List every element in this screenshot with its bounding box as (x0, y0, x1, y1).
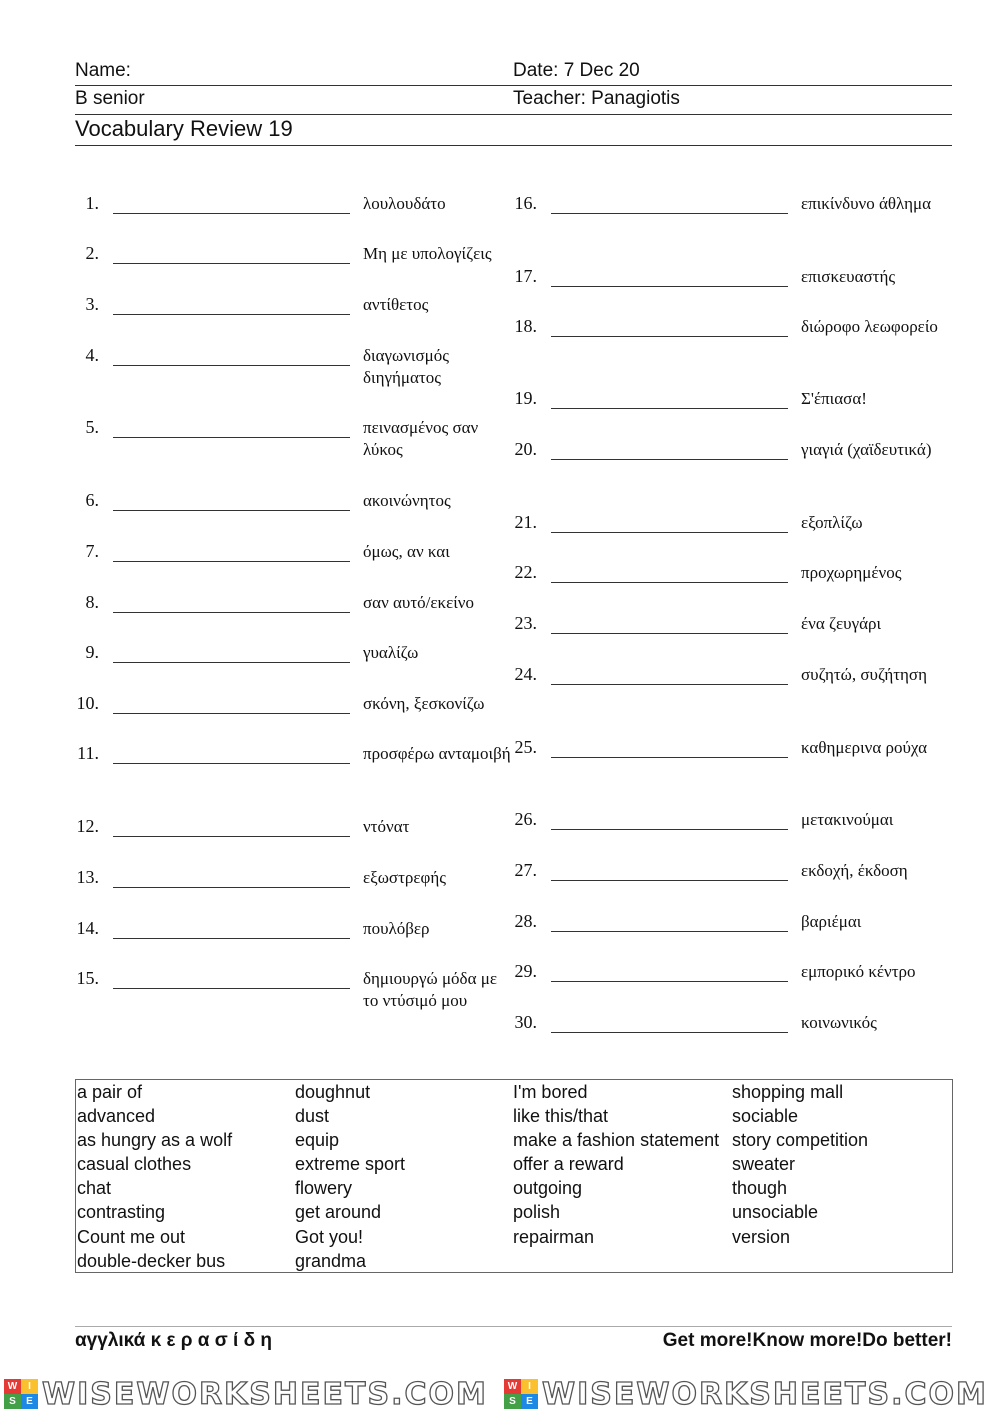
greek-prompt: όμως, αν και (363, 542, 450, 561)
question-number: 20. (514, 439, 537, 459)
question-item (513, 961, 953, 1011)
word-bank-item: dust (295, 1106, 330, 1127)
question-number: 8. (85, 592, 99, 612)
question-item (75, 193, 515, 243)
answer-blank[interactable] (113, 836, 350, 837)
word-bank-column (295, 1080, 405, 1273)
class-label: B senior (75, 88, 145, 109)
answer-blank[interactable] (551, 582, 788, 583)
word-bank-column (732, 1080, 868, 1249)
word-bank-item: offer a reward (513, 1154, 624, 1175)
word-bank-item: repairman (513, 1226, 595, 1247)
question-item (75, 345, 515, 395)
answer-blank[interactable] (113, 365, 350, 366)
answer-blank[interactable] (551, 532, 788, 533)
word-bank-item: extreme sport (295, 1154, 406, 1175)
word-bank-item: Count me out (77, 1226, 186, 1247)
greek-prompt: ακοινώνητος (363, 491, 451, 510)
greek-prompt: Μη με υπολογίζεις (363, 244, 492, 263)
question-number: 30. (514, 1012, 537, 1032)
question-item (513, 911, 953, 961)
word-bank-item: equip (295, 1130, 340, 1151)
answer-blank[interactable] (551, 286, 788, 287)
header-row-2 (75, 88, 952, 115)
answer-blank[interactable] (113, 763, 350, 764)
answer-blank[interactable] (551, 1032, 788, 1033)
question-number: 18. (514, 316, 537, 336)
greek-prompt: επισκευαστής (801, 267, 896, 286)
answer-blank[interactable] (113, 263, 350, 264)
word-bank-item: though (732, 1178, 788, 1199)
answer-blank[interactable] (551, 981, 788, 982)
greek-prompt: εξωστρεφής (363, 868, 446, 887)
greek-prompt: επικίνδυνο άθλημα (801, 194, 932, 213)
word-bank-item: story competition (732, 1130, 869, 1151)
word-bank-column (77, 1080, 232, 1273)
word-bank-item: casual clothes (77, 1154, 192, 1175)
greek-prompt: ντόνατ (363, 817, 410, 836)
greek-prompt: αντίθετος (363, 295, 429, 314)
question-item (75, 968, 515, 1018)
question-number: 19. (514, 388, 537, 408)
question-number: 7. (85, 541, 99, 561)
greek-prompt: γιαγιά (χαϊδευτικά) (801, 440, 932, 459)
greek-prompt: εξοπλίζω (801, 513, 863, 532)
answer-blank[interactable] (551, 757, 788, 758)
question-number: 10. (76, 693, 99, 713)
question-number: 9. (85, 642, 99, 662)
answer-blank[interactable] (551, 408, 788, 409)
question-item (513, 266, 953, 316)
footer-left: αγγλικά κ ε ρ α σ ί δ η (75, 1330, 272, 1351)
word-bank-item: flowery (295, 1178, 353, 1199)
word-bank-item: sociable (732, 1106, 799, 1127)
word-bank-item: shopping mall (732, 1082, 844, 1102)
question-number: 17. (514, 266, 537, 286)
greek-prompt: μετακινούμαι (801, 810, 894, 829)
answer-blank[interactable] (113, 437, 350, 438)
brand-text: WISEWORKSHEETS.COM (542, 1376, 988, 1412)
question-number: 27. (514, 860, 537, 880)
greek-prompt: ένα ζευγάρι (801, 614, 882, 633)
name-label: Name: (75, 60, 131, 81)
question-item (513, 316, 953, 366)
question-number: 23. (514, 613, 537, 633)
word-bank-item: outgoing (513, 1178, 583, 1199)
word-bank-item: polish (513, 1202, 561, 1223)
word-bank-item: get around (295, 1202, 382, 1223)
word-bank-item: Got you! (295, 1226, 364, 1247)
question-item (513, 860, 953, 910)
answer-blank[interactable] (113, 561, 350, 562)
question-item (513, 664, 953, 714)
question-number: 16. (514, 193, 537, 213)
answer-blank[interactable] (551, 336, 788, 337)
greek-prompt: εκδοχή, έκδοση (801, 861, 908, 880)
answer-blank[interactable] (113, 988, 350, 989)
question-item (75, 490, 515, 540)
word-bank-item: chat (77, 1178, 112, 1199)
question-item (75, 743, 515, 793)
word-bank-item: as hungry as a wolf (77, 1130, 233, 1151)
footer-divider (75, 1326, 952, 1327)
question-number: 2. (85, 243, 99, 263)
question-item (75, 642, 515, 692)
question-item (75, 918, 515, 968)
greek-prompt: πουλόβερ (363, 919, 430, 938)
answer-blank[interactable] (551, 829, 788, 830)
greek-prompt: σαν αυτό/εκείνο (363, 593, 474, 612)
answer-blank[interactable] (113, 887, 350, 888)
greek-prompt: καθημερινα ρούχα (801, 738, 927, 757)
header-row-1 (75, 60, 952, 86)
greek-prompt: εμπορικό κέντρο (801, 962, 916, 981)
question-number: 22. (514, 562, 537, 582)
brand-logo-icon: W I S E (4, 1379, 38, 1409)
question-number: 4. (85, 345, 99, 365)
greek-prompt: δημιουργώ μόδα με το ντύσιμό μου (363, 969, 497, 1010)
greek-prompt: προσφέρω ανταμοιβή (363, 744, 511, 763)
answer-blank[interactable] (113, 938, 350, 939)
word-bank-item: I'm bored (513, 1082, 588, 1102)
footer-right: Get more!Know more!Do better! (662, 1330, 952, 1351)
question-item (513, 613, 953, 663)
question-item (75, 816, 515, 866)
header-row-3 (75, 116, 952, 146)
answer-blank[interactable] (113, 612, 350, 613)
answer-blank[interactable] (551, 213, 788, 214)
greek-prompt: διώροφο λεωφορείο (801, 317, 938, 336)
answer-blank[interactable] (551, 459, 788, 460)
answer-blank[interactable] (113, 510, 350, 511)
question-number: 11. (77, 743, 99, 763)
question-item (75, 541, 515, 591)
brand-left (4, 1377, 488, 1411)
word-bank-item: a pair of (77, 1082, 143, 1102)
greek-prompt: Σ'έπιασα! (801, 389, 867, 408)
answer-blank[interactable] (551, 931, 788, 932)
question-item (75, 243, 515, 293)
question-item (75, 592, 515, 642)
brand-text: WISEWORKSHEETS.COM (42, 1376, 488, 1412)
brand-right (504, 1377, 988, 1411)
question-item (75, 294, 515, 344)
word-bank-item: unsociable (732, 1202, 819, 1223)
question-item (75, 417, 515, 467)
answer-blank[interactable] (113, 713, 350, 714)
question-number: 28. (514, 911, 537, 931)
word-bank-item: make a fashion statement (513, 1130, 720, 1151)
question-number: 5. (85, 417, 99, 437)
answer-blank[interactable] (551, 684, 788, 685)
word-bank-item: advanced (77, 1106, 156, 1127)
word-bank-item: double-decker bus (77, 1250, 226, 1271)
word-bank-column (513, 1080, 719, 1249)
question-number: 1. (85, 193, 99, 213)
greek-prompt: πεινασμένος σαν λύκος (363, 418, 479, 459)
word-bank-item: contrasting (77, 1202, 166, 1223)
question-number: 29. (514, 961, 537, 981)
greek-prompt: προχωρημένος (801, 563, 902, 582)
question-number: 26. (514, 809, 537, 829)
greek-prompt: σκόνη, ξεσκονίζω (363, 694, 485, 713)
word-bank-item: grandma (295, 1250, 367, 1271)
word-bank (75, 1079, 953, 1273)
answer-blank[interactable] (113, 314, 350, 315)
brand-logo-icon: W I S E (504, 1379, 538, 1409)
question-item (513, 193, 953, 243)
question-item (513, 388, 953, 438)
question-number: 21. (514, 512, 537, 532)
answer-blank[interactable] (551, 880, 788, 881)
word-bank-item: doughnut (295, 1082, 371, 1102)
question-item (513, 562, 953, 612)
question-number: 25. (514, 737, 537, 757)
question-item (513, 439, 953, 489)
question-item (513, 1012, 953, 1062)
word-bank-item: sweater (732, 1154, 796, 1175)
question-item (513, 737, 953, 787)
greek-prompt: βαριέμαι (801, 912, 862, 931)
word-bank-item: version (732, 1226, 791, 1247)
answer-blank[interactable] (113, 662, 350, 663)
question-item (75, 693, 515, 743)
question-item (513, 809, 953, 859)
date-label: Date: 7 Dec 20 (513, 60, 640, 81)
page-title: Vocabulary Review 19 (75, 116, 293, 141)
question-number: 13. (76, 867, 99, 887)
question-number: 15. (76, 968, 99, 988)
answer-blank[interactable] (551, 633, 788, 634)
question-number: 3. (85, 294, 99, 314)
question-number: 24. (514, 664, 537, 684)
greek-prompt: διαγωνισμός διηγήματος (363, 346, 449, 387)
greek-prompt: συζητώ, συζήτηση (801, 665, 927, 684)
question-number: 14. (76, 918, 99, 938)
greek-prompt: κοινωνικός (801, 1013, 877, 1032)
word-bank-item: like this/that (513, 1106, 609, 1127)
question-item (75, 867, 515, 917)
question-number: 12. (76, 816, 99, 836)
greek-prompt: γυαλίζω (363, 643, 419, 662)
answer-blank[interactable] (113, 213, 350, 214)
question-item (513, 512, 953, 562)
teacher-label: Teacher: Panagiotis (513, 88, 680, 109)
question-number: 6. (85, 490, 99, 510)
greek-prompt: λουλουδάτο (363, 194, 446, 213)
